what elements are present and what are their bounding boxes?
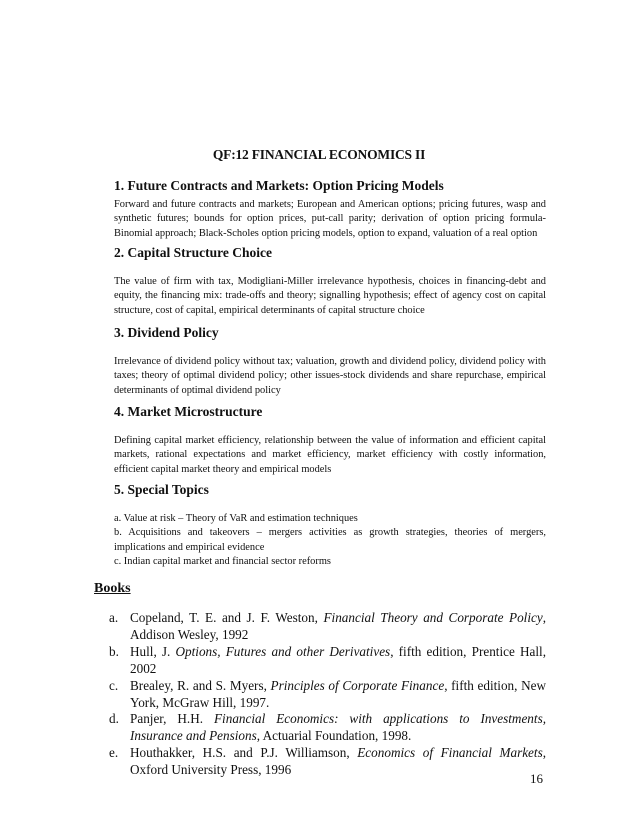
section-future-contracts xyxy=(114,178,546,241)
page-number: 16 xyxy=(530,771,543,786)
book-details: , fifth edition, New York, McGraw Hill, 1997. xyxy=(130,677,547,710)
book-entry xyxy=(109,610,546,644)
books-heading: Books xyxy=(94,581,131,596)
section-heading: 1. Future Contracts and Markets: Option Pricing Models xyxy=(114,178,444,193)
book-authors: Brealey, R. and S. Myers, xyxy=(130,677,271,693)
section-dividend-policy xyxy=(114,325,546,398)
book-details: , Addison Wesley, 1992 xyxy=(130,610,546,642)
book-title: Financial Theory and Corporate Policy xyxy=(323,610,543,625)
book-authors: Copeland, T. E. and J. F. Weston, xyxy=(130,610,324,625)
book-title: Economics of Financial Markets xyxy=(357,745,543,761)
book-authors: Houthakker, H.S. and P.J. Williamson, xyxy=(130,745,358,761)
book-letter: a. xyxy=(109,610,119,625)
section-heading: 3. Dividend Policy xyxy=(114,325,219,340)
section-body: Irrelevance of dividend policy without tax; valuation, growth and dividend policy, dividend policy with taxes; theory of optimal dividend policy; other issues-stock dividends and share repurchase, empirical determinants of optimal dividend policy xyxy=(114,356,546,396)
book-letter: e. xyxy=(109,745,119,761)
book-letter: c. xyxy=(109,677,119,693)
document-title: QF:12 FINANCIAL ECONOMICS II xyxy=(212,147,426,162)
book-entry xyxy=(109,644,546,678)
list-item: a. Value at risk – Theory of VaR and estimation techniques xyxy=(114,513,358,524)
book-details: , Actuarial Foundation, 1998. xyxy=(256,728,412,744)
book-authors: Hull, J. xyxy=(130,643,176,659)
book-title: Financial Economics: with applications to Investments, Insurance and Pensions xyxy=(130,711,546,744)
books-list xyxy=(109,610,546,779)
book-authors: Panjer, H.H. xyxy=(130,711,214,727)
book-details: , fifth edition, Prentice Hall, 2002 xyxy=(130,643,546,676)
book-entry xyxy=(109,711,546,745)
book-title: Options, Futures and other Derivatives xyxy=(175,643,391,659)
special-topics-list xyxy=(114,512,546,570)
book-citation xyxy=(130,711,546,745)
section-heading: 4. Market Microstructure xyxy=(114,404,263,419)
list-item: c. Indian capital market and financial sector reforms xyxy=(114,556,331,568)
book-entry xyxy=(109,745,546,779)
book-entry xyxy=(109,678,546,712)
section-heading: 5. Special Topics xyxy=(114,482,209,497)
list-item: b. Acquisitions and takeovers – mergers activities as growth strategies, theories of mergers, implications and empirical evidence xyxy=(114,527,546,553)
book-letter: b. xyxy=(109,643,119,659)
book-citation xyxy=(130,644,546,678)
section-body: The value of firm with tax, Modigliani-Miller irrelevance hypothesis, choices in financing-debt and equity, the financing mix: trade-offs and theory; signalling hypothesis; effect of agency cost on capital structure, cost of capital, empirical determinants of capital structure choice xyxy=(114,276,546,316)
book-citation xyxy=(130,678,546,712)
book-title: Principles of Corporate Finance xyxy=(270,677,445,693)
book-citation xyxy=(130,745,546,779)
section-market-microstructure xyxy=(114,404,546,477)
section-special-topics xyxy=(114,482,546,570)
section-capital-structure xyxy=(114,245,546,318)
section-body: Forward and future contracts and markets; European and American options; pricing futures, wasp and synthetic futures; bounds for option prices, put-call parity; derivation of option pricing formula-Binomial approach; Black-Scholes option pricing models, option to expand, valuation of a real option xyxy=(114,199,546,239)
section-body: Defining capital market efficiency, relationship between the value of information and efficient capital markets, rational expectations and market efficiency, market efficiency with costly information, efficient capital market theory and empirical models xyxy=(114,435,546,475)
book-citation xyxy=(130,610,546,644)
book-details: , Oxford University Press, 1996 xyxy=(130,745,546,778)
book-letter: d. xyxy=(109,711,119,727)
section-heading: 2. Capital Structure Choice xyxy=(114,245,272,260)
